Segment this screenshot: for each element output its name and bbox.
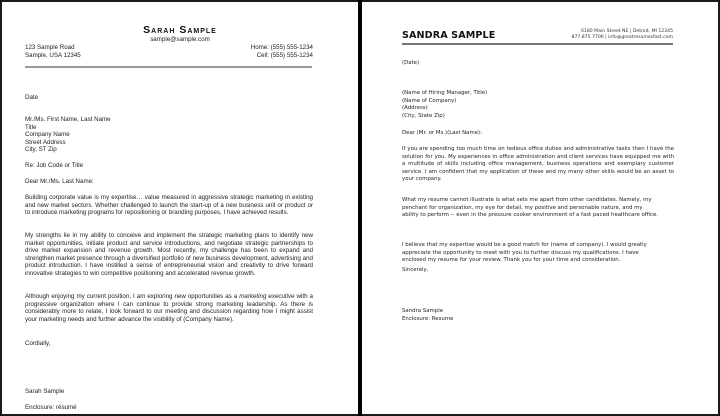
recipient-block bbox=[402, 90, 674, 120]
recipient-line: (Address) bbox=[402, 105, 428, 112]
sender-contact bbox=[572, 29, 673, 41]
paragraph-line: penchant for organization, my eye for detail, my positive and personable nature, and my bbox=[402, 204, 643, 211]
body-paragraph-1: If you are spending too much time on tedious office duties and administrative tasks then I have the solution for you. My experiences in office administration and client services have equipped me with a multitude of skills including office management, business operations and exemplary customer service. I am confident that my application of these and my many other skills would be an asset to your company. bbox=[402, 146, 674, 183]
phone-line: Home: (555) 555-1234 bbox=[250, 44, 313, 51]
paragraph-line: ability to perform -- even in the pressure cooker environment of a fast paced healthcare office. bbox=[402, 212, 658, 219]
recipient-block bbox=[25, 116, 313, 154]
header-rule bbox=[402, 43, 673, 45]
paragraph-line: What my resume cannot illustrate is what sets me apart from other candidates. Namely, my bbox=[402, 197, 652, 203]
recipient-line: Mr./Ms. First Name, Last Name bbox=[25, 116, 111, 123]
cover-letter-sandra bbox=[362, 2, 718, 414]
letter-date: Date bbox=[25, 94, 39, 101]
address-line: 123 Sample Road bbox=[25, 44, 75, 51]
sender-name: Sarah Sample bbox=[143, 24, 217, 36]
salutation: Dear (Mr. or Ms.)(Last Name): bbox=[402, 130, 482, 136]
body-paragraph-2: My strengths lie in my ability to conceive and implement the strategic marketing plans to identify new market opportunities, initiate product and service introductions, and negotiate strategic partnerships to drive market expansion and revenue growth. Most recently, my challenge has been to expand and strengthen market presence through a diversified portfolio of new business development, advertising and product introduction. I have instilled a sense of entrepreneurial vision and creativity to drive forward innovative strategies to win competitive positioning and accelerated revenue growth. bbox=[25, 232, 313, 277]
recipient-line: (Name of Company) bbox=[402, 97, 457, 104]
closing: Sincerely, bbox=[402, 267, 429, 273]
sender-name: SANDRA SAMPLE bbox=[402, 30, 496, 41]
body-paragraph-1: Building corporate value is my expertise… value measured in aggressive strategic marketing in existing and new market sectors. Whether challenged to launch the start-up of a new business unit or product or to introduce marketing programs for repositioning or branding purposes, I have achieved results. bbox=[25, 194, 313, 217]
contact-line: 877.875.7706 | info@greatresumesfast.com bbox=[571, 35, 673, 41]
p3-italic-role: marketing executive bbox=[239, 293, 295, 300]
sender-phones bbox=[251, 44, 313, 59]
recipient-line: Company Name bbox=[25, 131, 70, 139]
signature: Sandra Sample bbox=[402, 308, 444, 314]
sender-address bbox=[25, 44, 81, 59]
address-line: Sample, USA 12345 bbox=[25, 51, 81, 59]
sender-email: sample@sample.com bbox=[150, 36, 210, 43]
recipient-line: Title bbox=[25, 123, 37, 131]
enclosure: Enclosure: résumé bbox=[25, 404, 77, 411]
letter-date: (Date) bbox=[402, 60, 420, 66]
recipient-line: (City, State Zip) bbox=[402, 112, 445, 119]
salutation: Dear Mr./Ms. Last Name: bbox=[25, 178, 94, 185]
recipient-line: (Name of Hiring Manager, Title) bbox=[402, 90, 488, 96]
enclosure: Enclosure: Resume bbox=[402, 316, 454, 322]
paragraph-line: I believe that my expertise would be a good match for (name of company). I would greatly bbox=[402, 242, 647, 248]
header-rule bbox=[25, 66, 312, 68]
paragraph-line: appreciate the opportunity to meet with you to further discuss my qualifications. I have bbox=[402, 249, 639, 256]
recipient-line: Street Address bbox=[25, 138, 66, 146]
re-line: Re: Job Code or Title bbox=[25, 162, 84, 169]
cover-letter-sarah bbox=[2, 2, 358, 414]
contact-line: 6180 Main Street NE | Detroit, MI 12345 bbox=[581, 29, 673, 34]
closing: Cordially, bbox=[25, 340, 51, 347]
body-paragraph-3 bbox=[25, 293, 313, 323]
phone-line: Cell: (555) 555-1234 bbox=[256, 51, 313, 59]
body-paragraph-3 bbox=[402, 242, 674, 265]
recipient-line: City, ST Zip bbox=[25, 146, 57, 154]
paragraph-line: enclosed my resume for your review. Thank you for your time and consideration. bbox=[402, 257, 621, 264]
signature: Sarah Sample bbox=[25, 388, 65, 395]
p3-text: with a progressive organization where I can continue to provide strong marketing leadership. As there is considerably more to relate, I look forward to our meeting and discussion regarding how I might assist your marketing needs and further advance the visibility of (Company Name). bbox=[25, 293, 313, 323]
body-paragraph-2 bbox=[402, 197, 674, 220]
p3-text: Although enjoying my current position, I am exploring new opportunities as a bbox=[25, 293, 240, 300]
